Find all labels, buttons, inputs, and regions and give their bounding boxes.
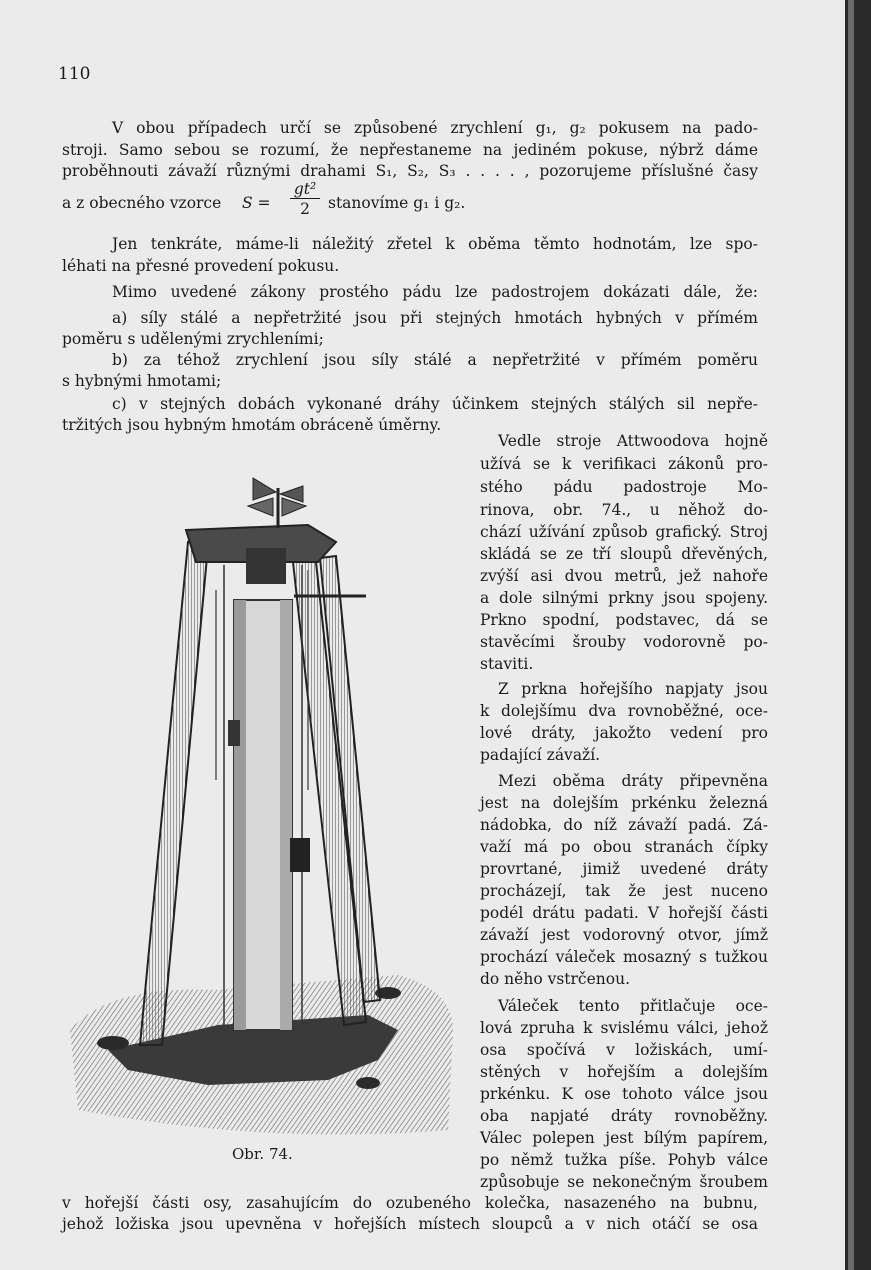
text-line: do něho vstrčenou. [480, 970, 631, 988]
leveling-screw [97, 1036, 129, 1050]
pen-holder [228, 720, 240, 746]
text-line: provrtané, jimiž uvedené dráty [480, 860, 768, 878]
falling-weight [290, 838, 310, 872]
text-line: závaží jest vodorovný otvor, jímž [480, 926, 768, 944]
text-line: a dole silnými prkny jsou spojeny. [480, 589, 768, 607]
figure-caption: Obr. 74. [232, 1145, 293, 1163]
text-line: poměru s udělenými zrychleními; [62, 330, 324, 348]
wooden-post [140, 542, 208, 1045]
list-item-a: a) síly stálé a nepřetržité jsou při stejných hmotách hybných v přímém [112, 309, 758, 327]
text-line: stěných v hořejším a dolejším [480, 1063, 768, 1081]
text-line: zvýší asi dvou metrů, jež nahoře [480, 567, 768, 585]
text-line: Vedle stroje Attwoodova hojně [498, 432, 768, 450]
drum-shadow [280, 600, 292, 1030]
leveling-screw [356, 1077, 380, 1089]
text-line: oba napjaté dráty rovnoběžny. [480, 1107, 768, 1125]
text-line: léhati na přesné provedení pokusu. [62, 257, 340, 275]
formula-suffix: stanovíme g₁ i g₂. [328, 194, 466, 212]
text-line: Mimo uvedené zákony prostého pádu lze padostrojem dokázati dále, že: [112, 283, 758, 301]
text-line: s hybnými hmotami; [62, 372, 222, 390]
text-line: po němž tužka píše. Pohyb válce [480, 1151, 768, 1169]
text-line: způsobuje se nekonečným šroubem [480, 1173, 768, 1191]
fan-blade [253, 478, 276, 500]
text-line: padající závaží. [480, 746, 601, 764]
apparatus-illustration [68, 470, 458, 1142]
text-line: stavěcími šrouby vodorovně po- [480, 633, 768, 651]
text-line: užívá se k verifikaci zákonů pro- [480, 455, 768, 473]
text-line: nádobka, do níž závaží padá. Zá- [480, 816, 768, 834]
text-line: v hořejší části osy, zasahujícím do ozubeného kolečka, nasazeného na bubnu, [62, 1194, 758, 1212]
text-line: tržitých jsou hybným hmotám obráceně úměrny. [62, 416, 442, 434]
text-line: chází užívání způsob grafický. Stroj [480, 523, 768, 541]
text-line: Váleček tento přitlačuje oce- [498, 997, 768, 1015]
text-line: podél drátu padati. V hořejší části [480, 904, 768, 922]
formula-numerator: gt² [290, 180, 320, 199]
text-line: prkénku. K ose tohoto válce jsou [480, 1085, 768, 1103]
list-item-c: c) v stejných dobách vykonané dráhy účinkem stejných stálých sil nepře- [112, 395, 758, 413]
text-line: lová zpruha k svislému válci, jehož [480, 1019, 768, 1037]
text-line: jehož ložiska jsou upevněna v hořejších místech sloupců a v nich otáčí se osa [62, 1215, 758, 1233]
text-line: staviti. [480, 655, 534, 673]
book-edge-highlight [848, 0, 854, 1270]
text-line: proběhnouti závaží různými drahami S₁, S₂, S₃ . . . . , pozorujeme příslušné časy [62, 162, 758, 180]
list-item-b: b) za téhož zrychlení jsou síly stálé a nepřetržité v přímém poměru [112, 351, 758, 369]
formula-prefix: a z obecného vzorce [62, 194, 222, 212]
text-line: procházejí, tak že jest nuceno [480, 882, 768, 900]
text-line: prochází váleček mosazný s tužkou [480, 948, 768, 966]
text-line: stroji. Samo sebou se rozumí, že nepřestaneme na jediném pokuse, nýbrž dáme [62, 141, 758, 159]
formula-fraction [290, 180, 320, 219]
text-line: Mezi oběma dráty připevněna [498, 772, 768, 790]
text-line: Válec polepen jest bílým papírem, [480, 1129, 768, 1147]
text-line: jest na dolejším prkénku železná [480, 794, 768, 812]
gear-mechanism [246, 548, 286, 584]
page-number: 110 [58, 64, 91, 84]
text-line: skládá se ze tří sloupů dřevěných, [480, 545, 768, 563]
text-line: lové dráty, jakožto vedení pro [480, 724, 768, 742]
text-line: V obou případech určí se způsobené zrychlení g₁, g₂ pokusem na pado- [112, 119, 758, 137]
text-line: Prkno spodní, podstavec, dá se [480, 611, 768, 629]
formula-lhs: S = [242, 194, 271, 212]
text-line: k dolejšímu dva rovnoběžné, oce- [480, 702, 768, 720]
text-line: osa spočívá v ložiskách, umí- [480, 1041, 768, 1059]
text-line: rinova, obr. 74., u něhož do- [480, 501, 768, 519]
text-line: stého pádu padostroje Mo- [480, 478, 768, 496]
fan-blade [248, 498, 273, 516]
formula-denominator: 2 [300, 200, 310, 218]
text-line: Z prkna hořejšího napjaty jsou [498, 680, 768, 698]
drum-shadow [234, 600, 246, 1030]
text-line: Jen tenkráte, máme-li náležitý zřetel k oběma těmto hodnotám, lze spo- [112, 235, 758, 253]
text-line: važí má po obou stranách čípky [480, 838, 768, 856]
